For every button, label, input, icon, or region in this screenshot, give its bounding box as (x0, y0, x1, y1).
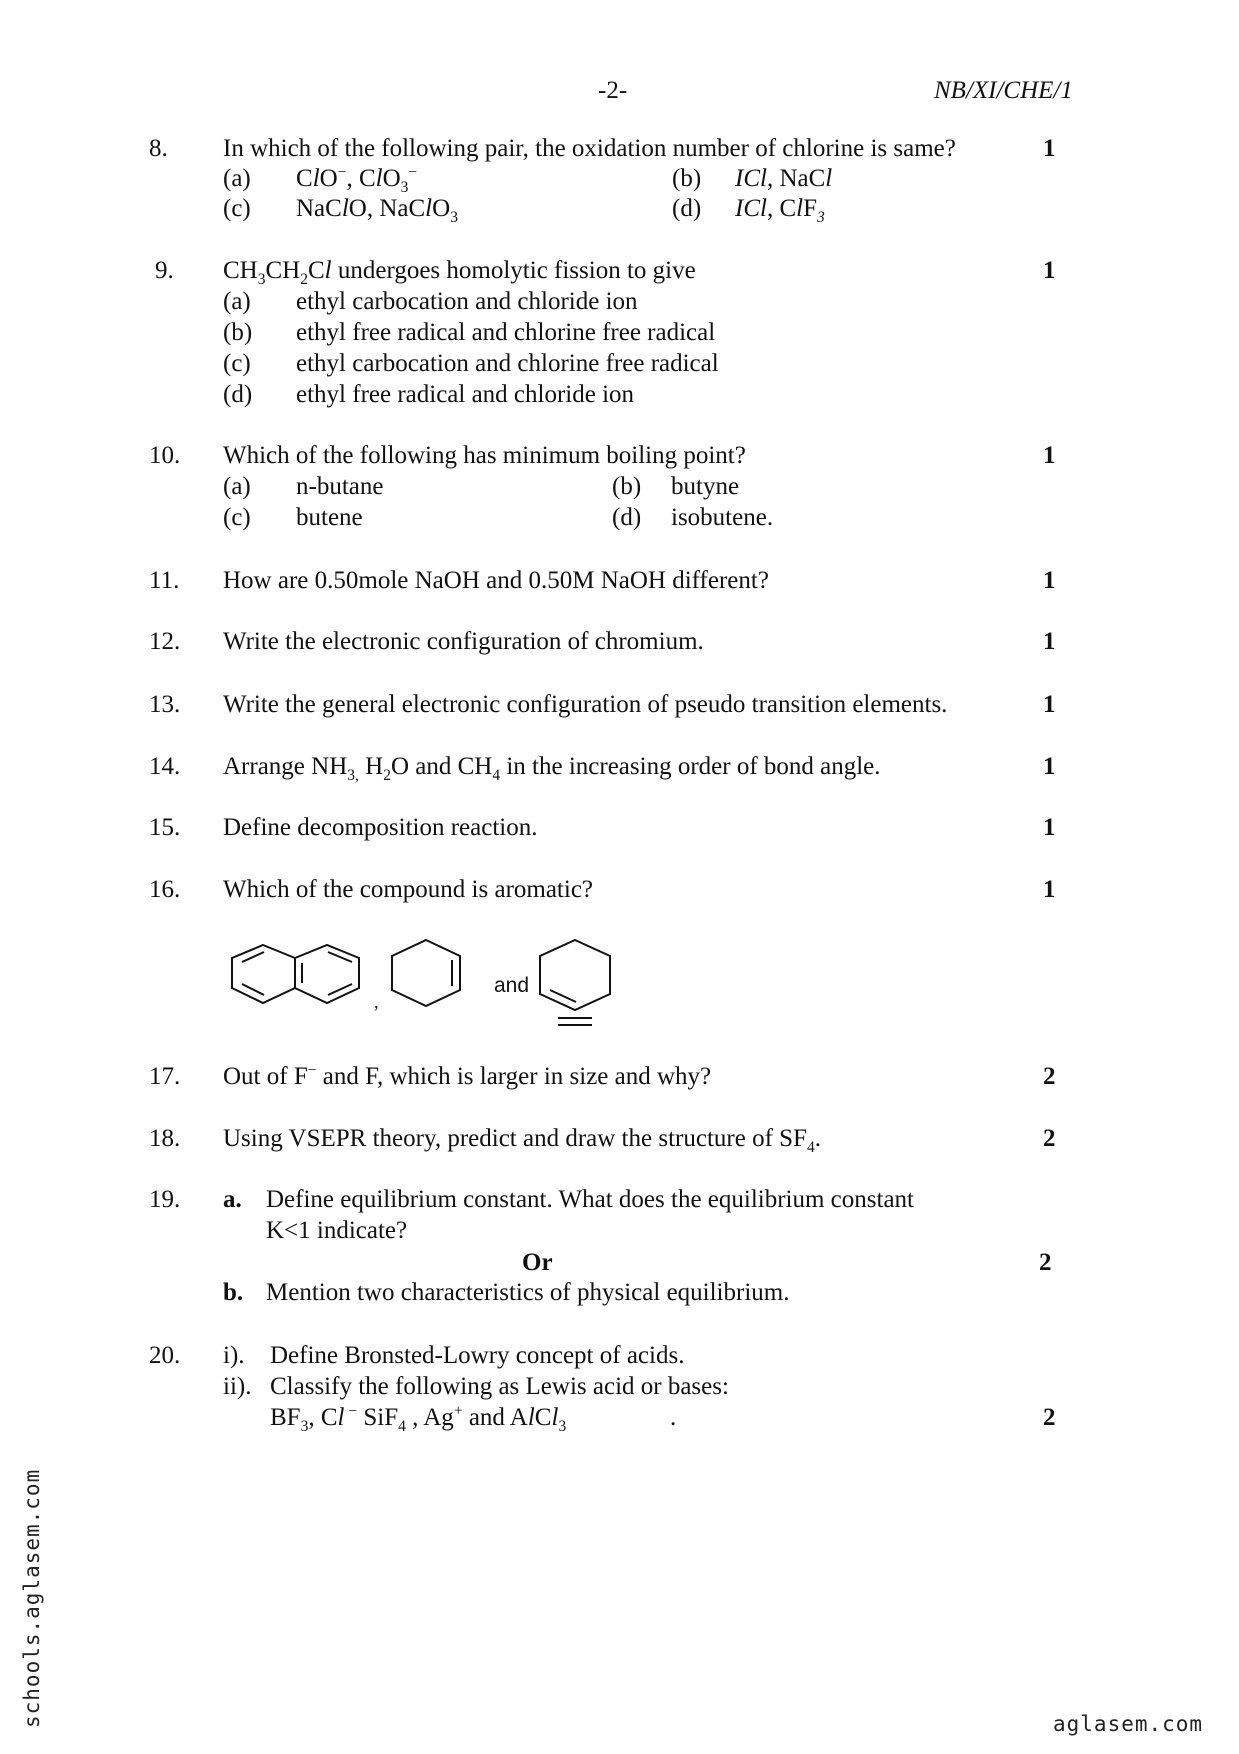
question-number: 13. (149, 691, 181, 718)
question-text: In which of the following pair, the oxidation number of chlorine is same? (223, 135, 956, 162)
question-text: Mention two characteristics of physical equilibrium. (266, 1279, 790, 1306)
option-label: (d) (672, 195, 702, 222)
lewis-species-list: $BF_3$, Cl − SiF$_4$ , Ag+ and AlCl$_3$ (270, 1402, 567, 1435)
trailing-dot: . (670, 1404, 677, 1431)
structure-and-label: and (494, 974, 530, 997)
question-number: 17. (149, 1063, 181, 1090)
question-marks: 1 (1043, 691, 1056, 718)
question-number: 11. (149, 567, 180, 594)
question-text: Using VSEPR theory, predict and draw the structure of $SF_4$. (223, 1125, 821, 1156)
question-marks: 1 (1043, 567, 1056, 594)
question-text: Define equilibrium constant. What does the equilibrium constant (266, 1186, 914, 1213)
part-label: i). (223, 1342, 245, 1369)
question-number: 14. (149, 753, 181, 780)
option-label: (d) (612, 504, 642, 531)
option-text: n-butane (296, 473, 384, 500)
question-number: 10. (149, 442, 181, 469)
question-marks: 2 (1043, 1063, 1056, 1090)
question-number: 16. (149, 876, 181, 903)
cyclohexene-structure (392, 940, 460, 1006)
option-text: ethyl free radical and chlorine free radical (296, 319, 716, 346)
question-text: Write the electronic configuration of chromium. (223, 628, 704, 655)
naphthalene-structure (232, 945, 359, 1003)
option-label: (a) (223, 288, 251, 315)
question-text: Which of the compound is aromatic? (223, 876, 594, 903)
question-number: 8. (149, 135, 168, 162)
corner-watermark: aglasem.com (1053, 1712, 1204, 1736)
question-text: Write the general electronic configuration of pseudo transition elements. (223, 691, 948, 718)
option-text: ICl, ClF$_3$ (735, 195, 825, 226)
option-text: ClO−, ClO$_3$− (296, 163, 418, 196)
option-label: (b) (672, 165, 702, 192)
option-label: (a) (223, 165, 251, 192)
question-marks: 2 (1039, 1249, 1052, 1276)
question-marks: 1 (1043, 257, 1056, 284)
option-label: (a) (223, 473, 251, 500)
question-text: K<1 indicate? (266, 1217, 408, 1244)
question-text: Define decomposition reaction. (223, 814, 538, 841)
question-marks: 1 (1043, 876, 1056, 903)
question-marks: 1 (1043, 628, 1056, 655)
question-number: 20. (149, 1342, 181, 1369)
option-text: butyne (671, 473, 740, 500)
question-marks: 1 (1043, 814, 1056, 841)
question-text: $CH_3CH_2Cl$ undergoes homolytic fission to give (223, 257, 696, 288)
question-marks: 1 (1043, 753, 1056, 780)
question-number: 15. (149, 814, 181, 841)
or-separator: Or (522, 1249, 553, 1276)
question-number: 19. (149, 1186, 181, 1213)
option-label: (d) (223, 381, 253, 408)
option-label: (c) (223, 350, 251, 377)
option-text: ethyl free radical and chloride ion (296, 381, 635, 408)
exocyclic-double-bond-structure (540, 940, 610, 1025)
question-marks: 1 (1043, 135, 1056, 162)
option-text: ethyl carbocation and chloride ion (296, 288, 638, 315)
question-marks: 2 (1043, 1404, 1056, 1431)
question-text: Define Bronsted-Lowry concept of acids. (270, 1342, 685, 1369)
option-label: (c) (223, 195, 251, 222)
structure-comma: , (374, 992, 379, 1012)
option-text: ICl, NaCl (735, 165, 833, 192)
part-label: a. (223, 1186, 242, 1213)
question-text: Classify the following as Lewis acid or bases: (270, 1373, 729, 1400)
option-label: (c) (223, 504, 251, 531)
option-label: (b) (612, 473, 642, 500)
question-number: 12. (149, 628, 181, 655)
option-label: (b) (223, 319, 253, 346)
option-text: ethyl carbocation and chlorine free radical (296, 350, 719, 377)
part-label: b. (223, 1279, 244, 1306)
aromatic-structures (228, 938, 628, 1038)
option-text: isobutene. (671, 504, 774, 531)
part-label: ii). (223, 1373, 252, 1400)
question-text: Which of the following has minimum boiling point? (223, 442, 746, 469)
option-text: butene (296, 504, 363, 531)
side-watermark: schools.aglasem.com (20, 1468, 44, 1728)
question-marks: 2 (1043, 1125, 1056, 1152)
page-number: -2- (598, 77, 628, 104)
question-number: 9. (155, 257, 174, 284)
question-text: Out of F− and F, which is larger in size and why? (223, 1061, 712, 1090)
option-text: NaClO, NaClO$_3$ (296, 195, 458, 226)
paper-code: NB/XI/CHE/1 (934, 77, 1073, 104)
question-number: 18. (149, 1125, 181, 1152)
question-marks: 1 (1043, 442, 1056, 469)
question-text: Arrange $NH_{3,}$ $H_2O$ and $CH_4$ in the increasing order of bond angle. (223, 753, 881, 784)
question-text: How are 0.50mole NaOH and 0.50M NaOH different? (223, 567, 769, 594)
